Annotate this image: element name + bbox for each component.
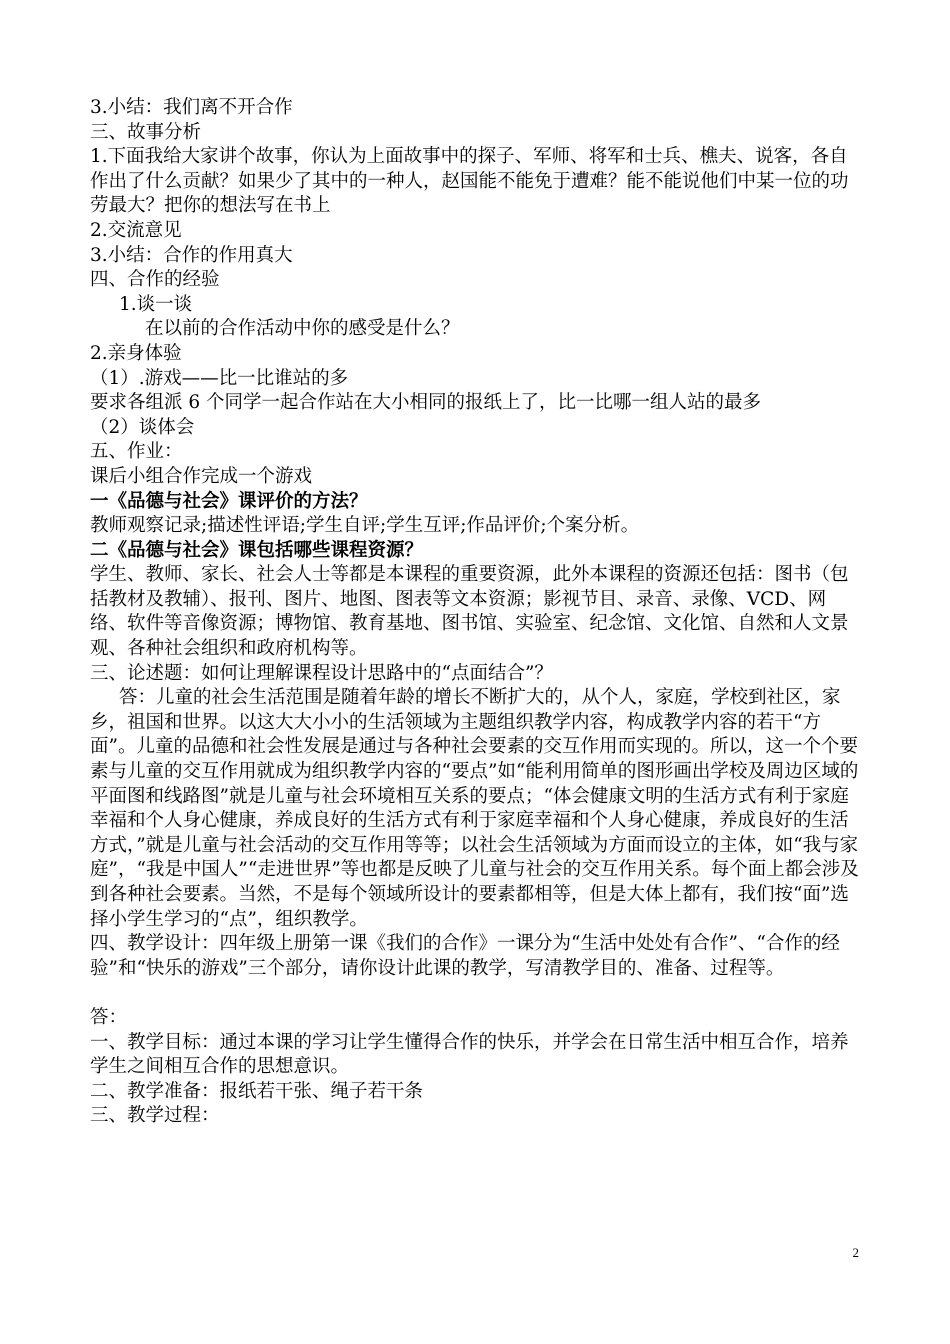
text-line: （2）谈体会	[90, 416, 195, 438]
text-line: 3.小结：合作的作用真大	[90, 244, 293, 266]
blank-line	[90, 981, 860, 1006]
section-heading: 三、故事分析	[90, 121, 202, 143]
question-heading: 一《品德与社会》课评价的方法？	[90, 490, 368, 512]
text-line: 1.下面我给大家讲个故事，你认为上面故事中的探子、军师、将军和士兵、樵夫、说客，各自作出了什么贡献？如果少了其中的一种人，赵国能不能免于遭难？能不能说他们中某一位的功劳最大？把你的想法写在书上	[90, 146, 849, 217]
text-line: 3.小结：我们离不开合作	[90, 97, 293, 118]
text-line: 一、教学目标：通过本课的学习让学生懂得合作的快乐，并学会在日常生活中相互合作，培养学生之间相互合作的思想意识。	[90, 1031, 849, 1078]
question-heading: 三、论述题：如何让理解课程设计思路中的“点面结合”？	[90, 662, 553, 684]
page-number: 2	[852, 1245, 859, 1260]
section-heading: 五、作业：	[90, 441, 183, 463]
text-line: 1.谈一谈	[119, 293, 193, 315]
answer-text: 教师观察记录;描述性评语;学生自评;学生互评;作品评价;个案分析。	[90, 515, 640, 537]
answer-label: 答：	[90, 1006, 128, 1028]
question-heading: 二《品德与社会》课包括哪些课程资源？	[90, 539, 424, 561]
text-line: （1）.游戏——比一比谁站的多	[90, 367, 349, 389]
text-line: 二、教学准备：报纸若干张、绳子若干条	[90, 1080, 424, 1102]
answer-text: 答：儿童的社会生活范围是随着年龄的增长不断扩大的，从个人，家庭，学校到社区，家乡，祖国和世界。以这大大小小的生活领域为主题组织教学内容，构成教学内容的若干“方面”。儿童的品德和社会性发展是通过与各种社会要素的交互作用而实现的。所以，这一个个要素与儿童的交互作用就成为组织教学内容的“要点”如“能利用简单的图形画出学校及周边区域的平面图和线路图”就是儿童与社会环境相互关系的要点；“体会健康文明的生活方式有利于家庭幸福和个人身心健康，养成良好的生活方式有利于家庭幸福和个人身心健康，养成良好的生活方式，”就是儿童与社会活动的交互作用等等；以社会生活领域为方面而设立的主体，如“我与家庭”，“我是中国人”“走进世界”等也都是反映了儿童与社会的交互作用关系。每个面上都会涉及到各种社会要素。当然，不是每个领域所设计的要素都相等，但是大体上都有，我们按“面”选择小学生学习的“点”，组织教学。	[90, 687, 859, 930]
text-line: 在以前的合作活动中你的感受是什么？	[145, 318, 460, 340]
text-line: 2.亲身体验	[90, 342, 182, 364]
document-body	[90, 96, 860, 1129]
text-line: 三、教学过程：	[90, 1105, 220, 1127]
text-line: 2.交流意见	[90, 219, 182, 241]
text-line: 要求各组派 6 个同学一起合作站在大小相同的报纸上了，比一比哪一组人站的最多	[90, 392, 762, 414]
section-heading: 四、合作的经验	[90, 269, 220, 291]
question-heading: 四、教学设计：四年级上册第一课《我们的合作》一课分为“生活中处处有合作”、“合作的经验”和“快乐的游戏”三个部分，请你设计此课的教学，写清教学目的、准备、过程等。	[90, 933, 840, 979]
answer-text: 学生、教师、家长、社会人士等都是本课程的重要资源，此外本课程的资源还包括：图书（包括教材及教辅）、报刊、图片、地图、图表等文本资源；影视节目、录音、录像、VCD、网络、软件等音像资源；博物馆、教育基地、图书馆、实验室、纪念馆、文化馆、自然和人文景观、各种社会组织和政府机构等。	[90, 564, 849, 660]
text-line: 课后小组合作完成一个游戏	[90, 465, 313, 487]
